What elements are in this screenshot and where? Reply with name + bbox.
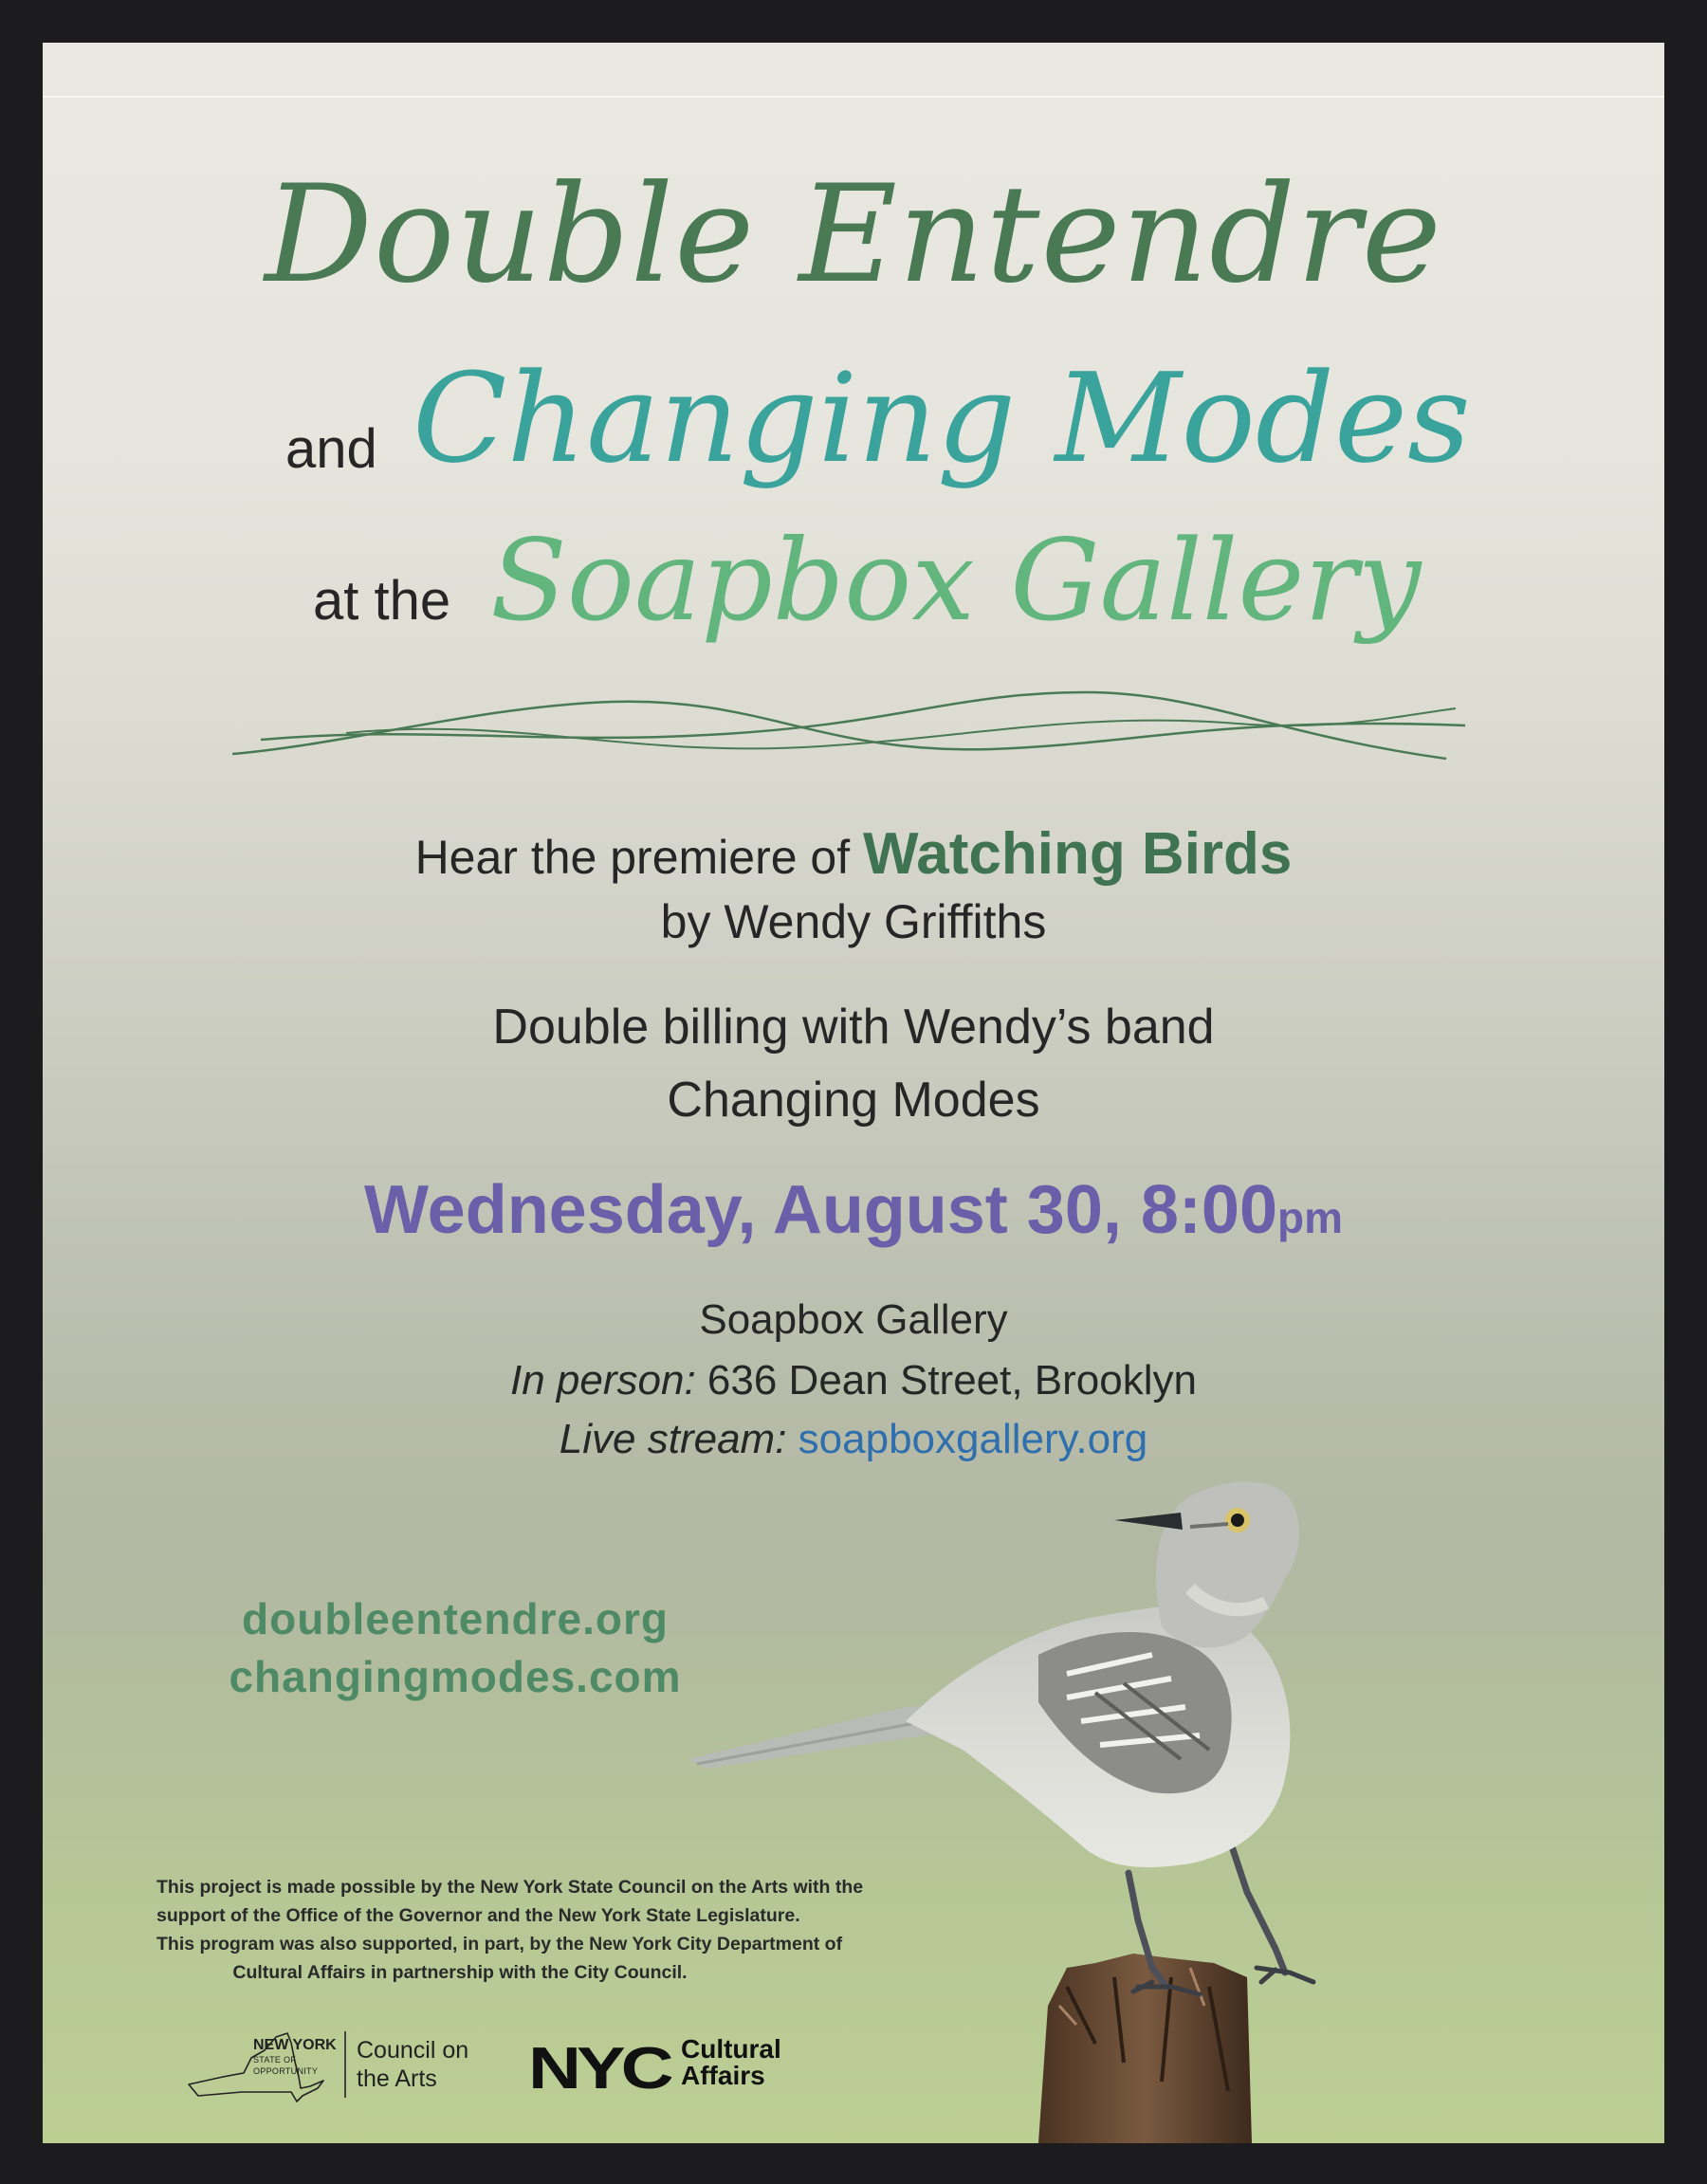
title-double-entendre: Double Entendre [265,156,1442,313]
venue-address-line [43,1357,1664,1404]
premiere-composer: by Wendy Griffiths [660,895,1047,948]
link-changingmodes[interactable]: changingmodes.com [229,1652,682,1701]
event-poster [43,43,1664,2143]
event-time-pm: pm [1276,1193,1343,1242]
credit-line: Cultural Affairs in partnership with the City Council. [232,1962,688,1983]
nys-line-2: STATE OF [253,2055,297,2065]
decorative-swirl-divider [232,688,1475,773]
title-changing-modes: Changing Modes [413,346,1471,490]
title-soapbox-gallery: Soapbox Gallery [490,515,1422,646]
nyc-logo: NYC [528,2036,670,2101]
mockingbird-photo [621,1475,1475,2143]
live-stream-label: Live stream: [559,1416,787,1462]
credit-line: This project is made possible by the New York State Council on the Arts with the [156,1877,864,1898]
council-line-1: Council on [357,2037,469,2064]
live-stream-line [43,1416,1664,1463]
nys-wordmark [253,2038,337,2076]
premiere-line [43,820,1664,888]
event-date-time-value: Wednesday, August 30, 8:00 [364,1172,1277,1248]
venue-name: Soapbox Gallery [699,1296,1008,1343]
premiere-prefix: Hear the premiere of [414,831,851,884]
event-date-time [43,1171,1664,1249]
council-line-2: the Arts [357,2065,437,2092]
premiere-work-title: Watching Birds [863,821,1293,887]
link-doubleentendre[interactable]: doubleentendre.org [242,1594,669,1643]
title-connector-at-the: at the [313,570,451,632]
cultural-line-1: Cultural [681,2034,781,2064]
nys-line-3: OPPORTUNITY [253,2066,319,2076]
in-person-label: In person: [510,1357,696,1404]
credit-line: This program was also supported, in part, by the New York City Department of [156,1934,843,1955]
nys-line-1: NEW YORK [253,2037,337,2053]
logo-divider [344,2031,346,2098]
billing-line-2: Changing Modes [667,1073,1040,1128]
billing-line-1: Double billing with Wendy’s band [492,1000,1215,1055]
live-stream-link[interactable]: soapboxgallery.org [798,1416,1148,1462]
cultural-line-2: Affairs [681,2061,765,2090]
council-on-the-arts-logo [357,2036,468,2093]
title-connector-and: and [285,418,377,480]
credit-line: support of the Office of the Governor and the New York State Legislature. [156,1905,800,1926]
top-edge-line [43,96,1664,98]
venue-address: 636 Dean Street, Brooklyn [707,1357,1197,1404]
